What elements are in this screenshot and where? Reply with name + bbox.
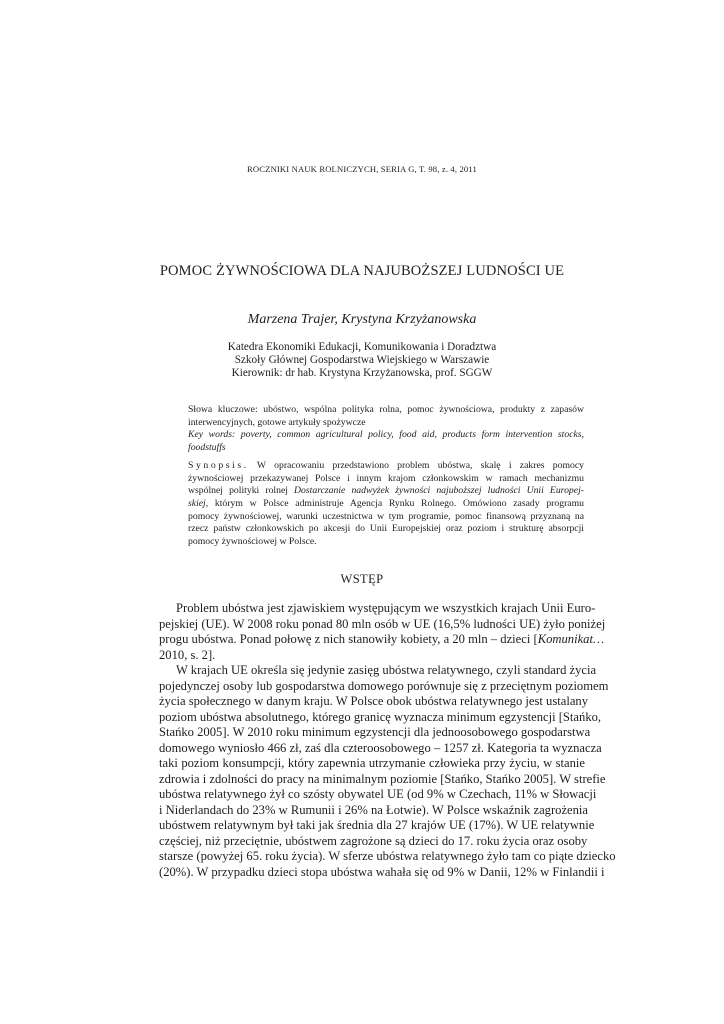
body-line: zdrowia i zdolności do pracy na minimalnym poziomie [Stańko, Stańko 2005]. W strefie: [159, 771, 606, 786]
abstract-text: wspólnej polityki rolnej: [188, 485, 295, 497]
abstract-line: [188, 485, 584, 498]
affiliation-line: Kierownik: dr hab. Krystyna Krzyżanowska, prof. SGGW: [231, 367, 493, 380]
abstract-line: pomocy żywnościowej, warunki uczestnictwa w tym programie, pomoc finansową przyznaną na: [188, 510, 584, 522]
affiliation-line: Katedra Ekonomiki Edukacji, Komunikowania i Doradztwa: [227, 341, 497, 353]
abstract-text: W opracowaniu przedstawiono problem ubóstwa, skalę i zakres pomocy: [248, 460, 584, 471]
abstract-label: Synopsis.: [188, 460, 249, 471]
body-line: domowego wyniosło 466 zł, zaś dla czteroosobowego – 1257 zł. Kategoria ta wyznacza: [159, 740, 602, 755]
body-line: [159, 632, 605, 648]
keywords-pl-line: Słowa kluczowe: ubóstwo, wspólna polityka rolna, pomoc żywnościowa, produkty z zapasów: [188, 404, 584, 415]
body-line: taki poziom konsumpcji, który zapewnia utrzymanie człowieka przy życiu, w stanie: [159, 756, 585, 770]
keywords-pl-line: interwencyjnych, gotowe artykuły spożywcze: [188, 416, 366, 428]
keywords-block: [188, 404, 584, 455]
body-line: ubóstwem relatywnym był taki jak średnia dla 27 krajów UE (17%). W UE relatywnie: [159, 818, 595, 832]
keywords-en-line: Key words: poverty, common agricultural policy, food aid, products form intervention stocks,: [188, 429, 584, 441]
abstract-line: [188, 460, 584, 473]
program-name-italic: skiej: [188, 498, 206, 510]
abstract-line: żywnościowej przekazywanej Polsce i innym krajom członkowskim w ramach mechanizmu: [188, 472, 584, 484]
abstract-line: rzecz państw członkowskich po akcesji do Unii Europejskiej oraz poziom i strukturę absorpcji: [188, 523, 584, 535]
body-line: 2010, s. 2].: [159, 647, 216, 662]
body-text: [159, 601, 616, 880]
body-line: i Niderlandach do 23% w Rumunii i 26% na Łotwie). W Polsce wskaźnik zagrożenia: [159, 802, 589, 817]
body-line: częściej, niż przeciętnie, ubóstwem zagrożone są dzieci do 17. roku życia oraz osoby: [159, 833, 588, 848]
body-text-span: progu ubóstwa. Ponad połowę z nich stanowiły kobiety, a 20 mln – dzieci [: [159, 632, 538, 646]
body-line: Problem ubóstwa jest zjawiskiem występującym we wszystkich krajach Unii Euro-: [176, 601, 596, 615]
body-line: poziom ubóstwa absolutnego, którego granicę wyznacza minimum egzystencji [Stańko,: [159, 709, 602, 724]
citation-italic: Komunikat…: [537, 632, 605, 646]
body-line: pejskiej (UE). W 2008 roku ponad 80 mln osób w UE (16,5% ludności UE) żyło poniżej: [159, 616, 606, 631]
abstract-text: , którym w Polsce administruje Agencja Rynku Rolnego. Omówiono zasady programu: [205, 498, 584, 510]
running-head: ROCZNIKI NAUK ROLNICZYCH, SERIA G, T. 98, z. 4, 2011: [247, 164, 477, 174]
affiliation-block: [0, 341, 724, 381]
body-line: życia społecznego w danym kraju. W Polsce obok ubóstwa relatywnego jest ustalany: [159, 694, 589, 708]
body-line: starsze (powyżej 65. roku życia). W sferze ubóstwa relatywnego żyło tam co piąte dziecko: [159, 849, 616, 863]
body-line: (20%). W przypadku dzieci stopa ubóstwa wahała się od 9% w Danii, 12% w Finlandii i: [159, 864, 605, 879]
abstract-line: pomocy żywnościowej w Polsce.: [188, 536, 317, 548]
program-name-italic: Dostarczanie nadwyżek żywności najuboższej ludności Unii Europej-: [294, 485, 584, 497]
section-heading: WSTĘP: [340, 572, 384, 586]
body-line: pojedynczej osoby lub gospodarstwa domowego porównuje się z przeciętnym poziomem: [159, 678, 609, 693]
article-title: POMOC ŻYWNOŚCIOWA DLA NAJUBOŻSZEJ LUDNOŚCI UE: [159, 263, 565, 279]
article-authors: Marzena Trajer, Krystyna Krzyżanowska: [247, 312, 477, 327]
abstract-block: [188, 460, 584, 549]
body-line: ubóstwa relatywnego żył co szósty obywatel UE (od 9% w Czechach, 11% w Słowacji: [159, 787, 597, 801]
body-line: Stańko 2005]. W 2010 roku minimum egzystencji dla jednoosobowego gospodarstwa: [159, 725, 591, 739]
body-line: W krajach UE określa się jedynie zasięg ubóstwa relatywnego, czyli standard życia: [176, 663, 597, 677]
abstract-line: [188, 498, 584, 511]
keywords-en-line: foodstuffs: [188, 442, 226, 454]
affiliation-line: Szkoły Głównej Gospodarstwa Wiejskiego w Warszawie: [234, 354, 490, 367]
